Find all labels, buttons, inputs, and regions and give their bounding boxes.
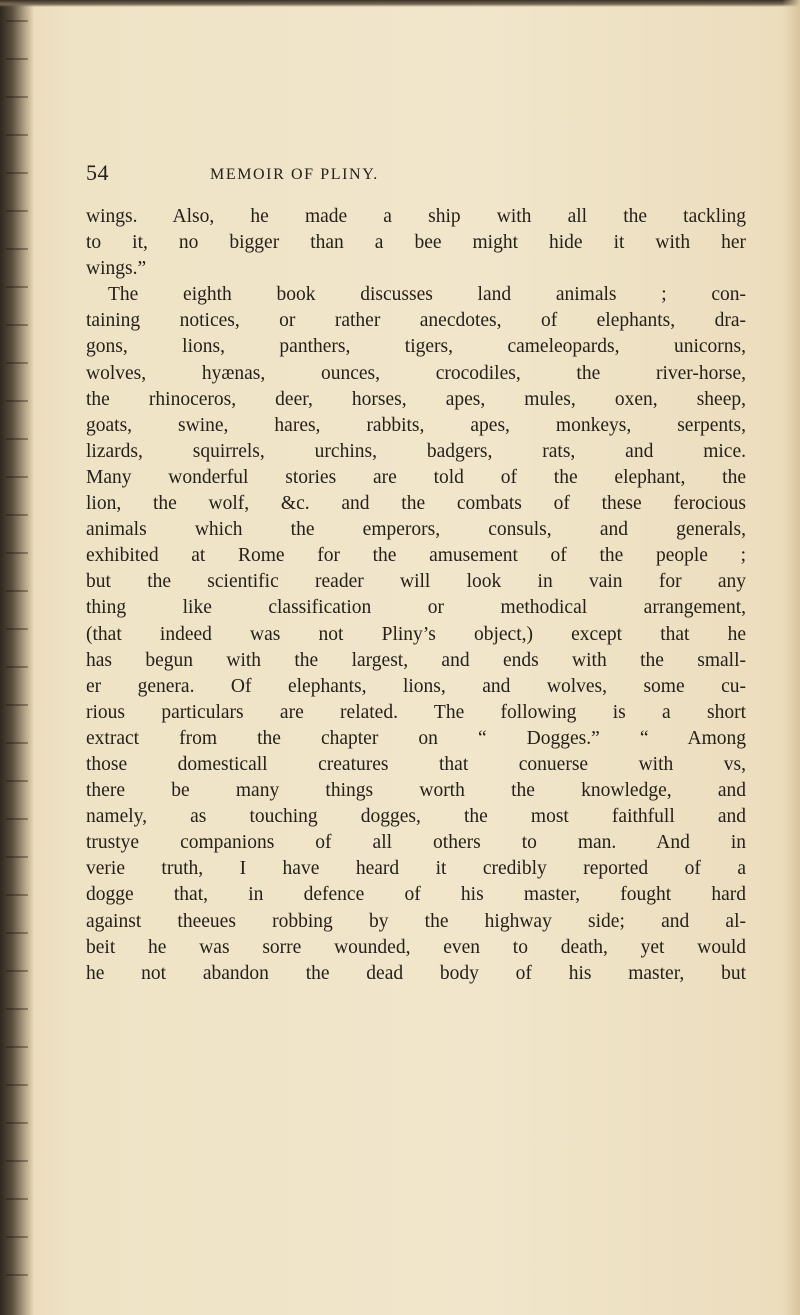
- text-line: Many wonderful stories are told of the elephant, the: [86, 466, 746, 488]
- text-line: verie truth, I have heard it credibly reported of a: [86, 858, 746, 880]
- text-line: wings.”: [86, 258, 147, 280]
- text-line: dogge that, in defence of his master, fought hard: [86, 884, 746, 906]
- text-line: to it, no bigger than a bee might hide it with her: [86, 232, 746, 254]
- text-line: lizards, squirrels, urchins, badgers, rats, and mice.: [86, 440, 746, 462]
- text-line: rious particulars are related. The following is a short: [86, 701, 746, 723]
- text-line: he not abandon the dead body of his master, but: [86, 962, 746, 984]
- text-line: against theeues robbing by the highway side; and al-: [86, 910, 746, 932]
- text-line: extract from the chapter on “ Dogges.” “ Among: [86, 727, 746, 749]
- text-line: lion, the wolf, &c. and the combats of these ferocious: [86, 493, 746, 515]
- text-line: taining notices, or rather anecdotes, of elephants, dra-: [86, 310, 746, 332]
- binding-gutter: [0, 0, 34, 1315]
- text-line: has begun with the largest, and ends with the small-: [86, 649, 746, 671]
- text-line: thing like classification or methodical arrangement,: [86, 597, 746, 619]
- text-line: there be many things worth the knowledge, and: [86, 780, 746, 802]
- text-line: gons, lions, panthers, tigers, cameleopards, unicorns,: [86, 336, 746, 358]
- text-line: The eighth book discusses land animals ; con-: [108, 284, 746, 306]
- text-line: trustye companions of all others to man. And in: [86, 832, 746, 854]
- text-line: beit he was sorre wounded, even to death, yet would: [86, 936, 746, 958]
- page-right-edge: [782, 0, 800, 1315]
- binding-stitching: [6, 20, 28, 1300]
- page-top-edge: [0, 0, 800, 7]
- text-line: goats, swine, hares, rabbits, apes, monkeys, serpents,: [86, 414, 746, 436]
- text-line: those domesticall creatures that conuerse with vs,: [86, 753, 746, 775]
- text-line: animals which the emperors, consuls, and generals,: [86, 519, 746, 541]
- running-head: MEMOIR OF PLINY.: [210, 166, 379, 183]
- page-header: [86, 160, 726, 190]
- text-line: exhibited at Rome for the amusement of the people ;: [86, 545, 746, 567]
- text-line: wolves, hyænas, ounces, crocodiles, the river-horse,: [86, 362, 746, 384]
- text-line: the rhinoceros, deer, horses, apes, mules, oxen, sheep,: [86, 388, 746, 410]
- text-line: (that indeed was not Pliny’s object,) except that he: [86, 623, 746, 645]
- text-line: wings. Also, he made a ship with all the tackling: [86, 206, 746, 227]
- page-number: 54: [86, 160, 109, 185]
- text-line: but the scientific reader will look in vain for any: [86, 571, 746, 593]
- text-line: er genera. Of elephants, lions, and wolves, some cu-: [86, 675, 746, 697]
- text-line: namely, as touching dogges, the most faithfull and: [86, 806, 746, 828]
- body-text: [86, 204, 746, 987]
